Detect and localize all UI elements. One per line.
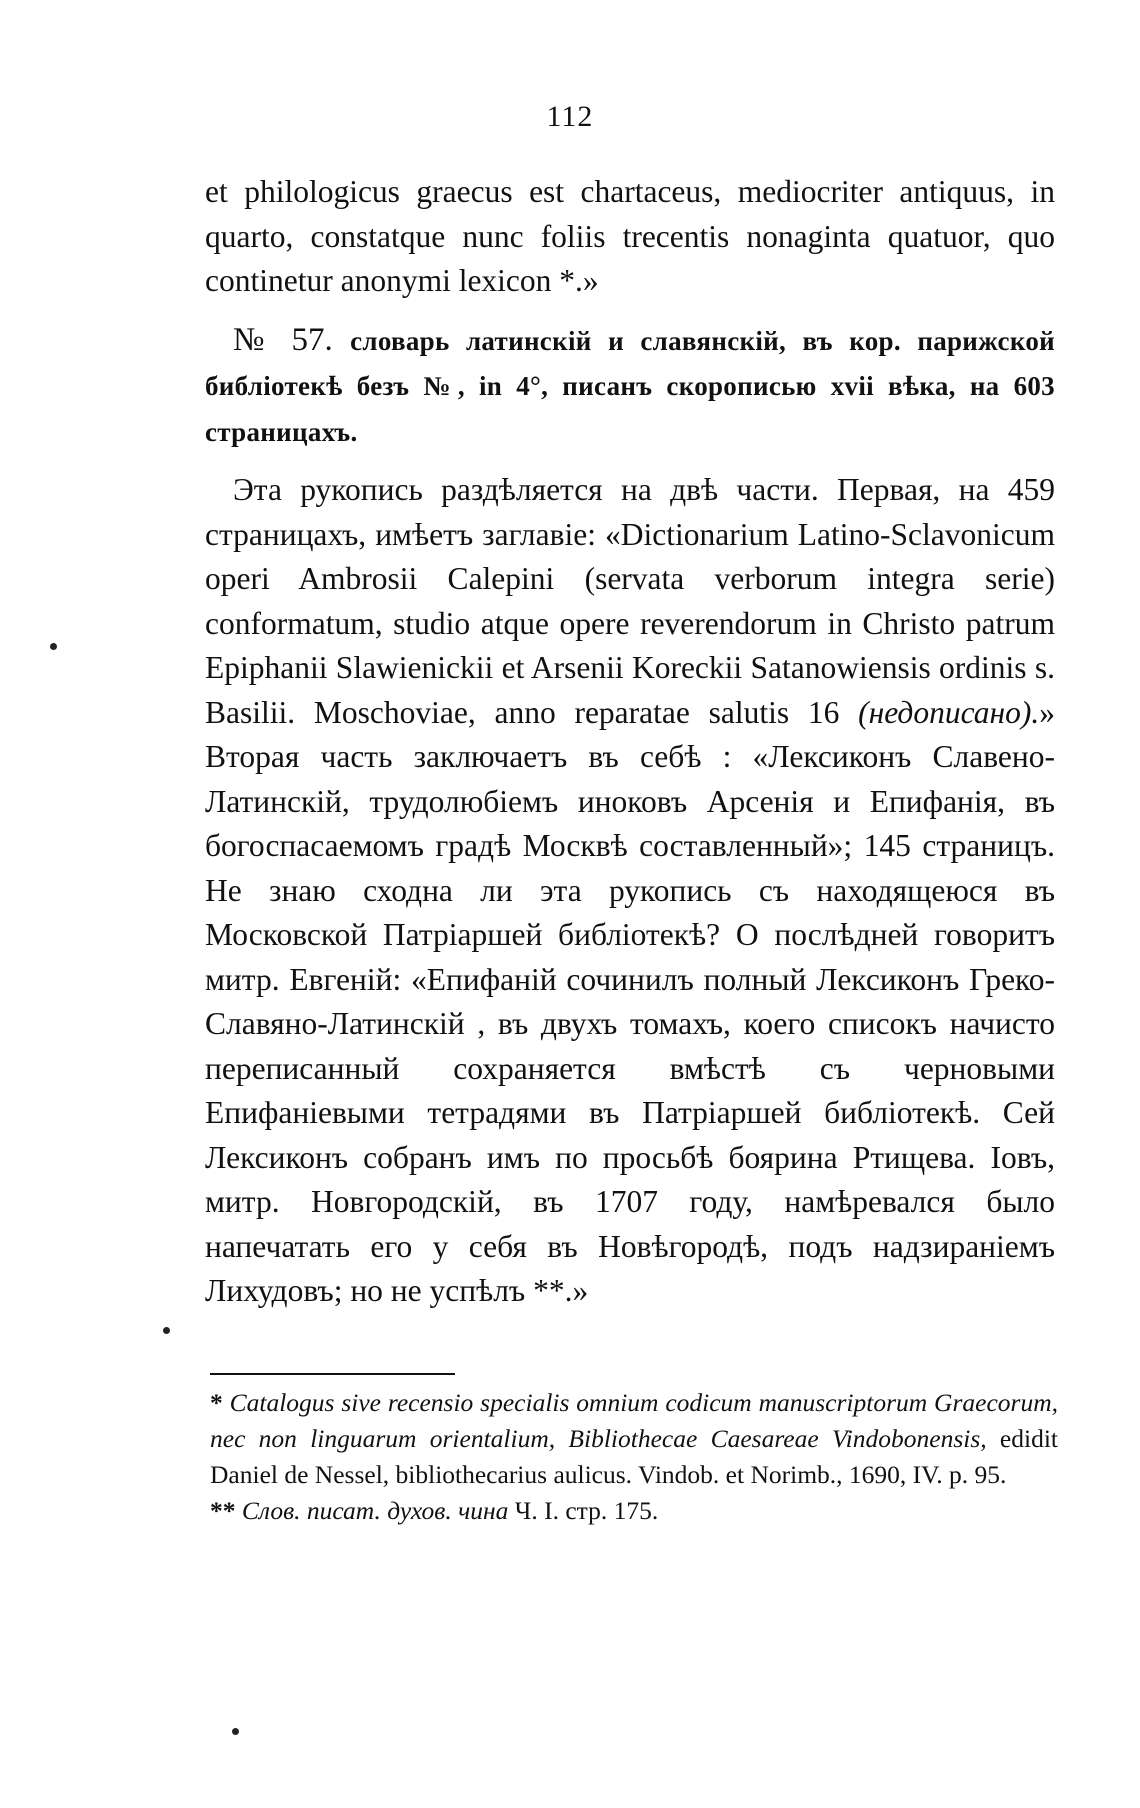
page-number: 112 (546, 100, 594, 133)
footnote-1-title: Catalogus sive recensio specialis omnium codicum manuscriptorum Graecorum, nec non linguarum orientalium, Bibliothecae Caesareae Vindobonensis, (210, 1388, 1058, 1453)
margin-dot-lower (163, 1327, 170, 1334)
footnote-2-text: Ч. I. стр. 175. (514, 1496, 659, 1525)
body-italic-note: (недописано). (858, 694, 1040, 730)
body-text-part2: » Вторая часть заключаетъ въ себѣ : «Лексиконъ Славено-Латинскій, трудолюбіемъ иноковъ Арсенія и Епифанія, въ богоспасаемомъ градѣ Москвѣ составленный»; 145 страницъ. Не знаю сходна ли эта рукопись съ находящеюся въ Московской Патріаршей библіотекѣ? О послѣдней говоритъ митр. Евгеній: «Епифаній сочинилъ полный Лексиконъ Греко-Славяно-Латинскій , въ двухъ томахъ, коего списокъ начисто переписанный сохраняется вмѣстѣ съ черновыми Епифаніевыми тетрадями въ Патріаршей библіотекѣ. Сей Лексиконъ собранъ имъ по просьбѣ боярина Ртищева. Іовъ, митр. Новгородскій, въ 1707 году, намѣревался было напечатать его у себя въ Новѣгородѣ, подъ надзираніемъ Лихудовъ; но не успѣлъ **.» (205, 694, 1055, 1308)
footnote-2-marker: ** (210, 1496, 236, 1525)
body-paragraph (205, 468, 1055, 1314)
entry-description: словарь латинскій и славянскій, въ кор. парижской библіотекѣ безъ №, in 4°, писанъ скорописью xvii вѣка, на 603 страницахъ. (205, 325, 1055, 447)
margin-dot-bottom (232, 1728, 239, 1735)
footnote-2 (210, 1493, 1058, 1529)
body-text-part1: Эта рукопись раздѣляется на двѣ части. Первая, на 459 страницахъ, имѣетъ заглавіе: «Dictionarium Latino-Sclavonicum operi Ambrosii Calepini (servata verborum integra serie) conformatum, studio atque opere reverendorum in Christo patrum Epiphanii Slawienickii et Arsenii Koreckii Satanowiensis ordinis s. Basilii. Moschoviae, anno reparatae salutis 16 (205, 472, 1055, 730)
footnote-1-text: edidit Daniel de Nessel, bibliothecarius aulicus. Vindob. et Norimb., 1690, IV. p. 95. (210, 1424, 1058, 1489)
footnote-1 (210, 1385, 1058, 1493)
footnote-separator (210, 1373, 455, 1375)
entry-heading (205, 318, 1055, 455)
footnote-2-title: Слов. писат. духов. чина (241, 1496, 509, 1525)
main-text (205, 170, 1055, 1314)
footnotes (210, 1385, 1058, 1529)
entry-number: № 57. (233, 321, 333, 358)
continuation-paragraph: et philologicus graecus est chartaceus, mediocriter antiquus, in quarto, constatque nunc foliis trecentis nonaginta quatuor, quo continetur anonymi lexicon *.» (205, 174, 1055, 298)
margin-dot-left (50, 643, 57, 650)
footnote-1-marker: * (210, 1388, 223, 1417)
